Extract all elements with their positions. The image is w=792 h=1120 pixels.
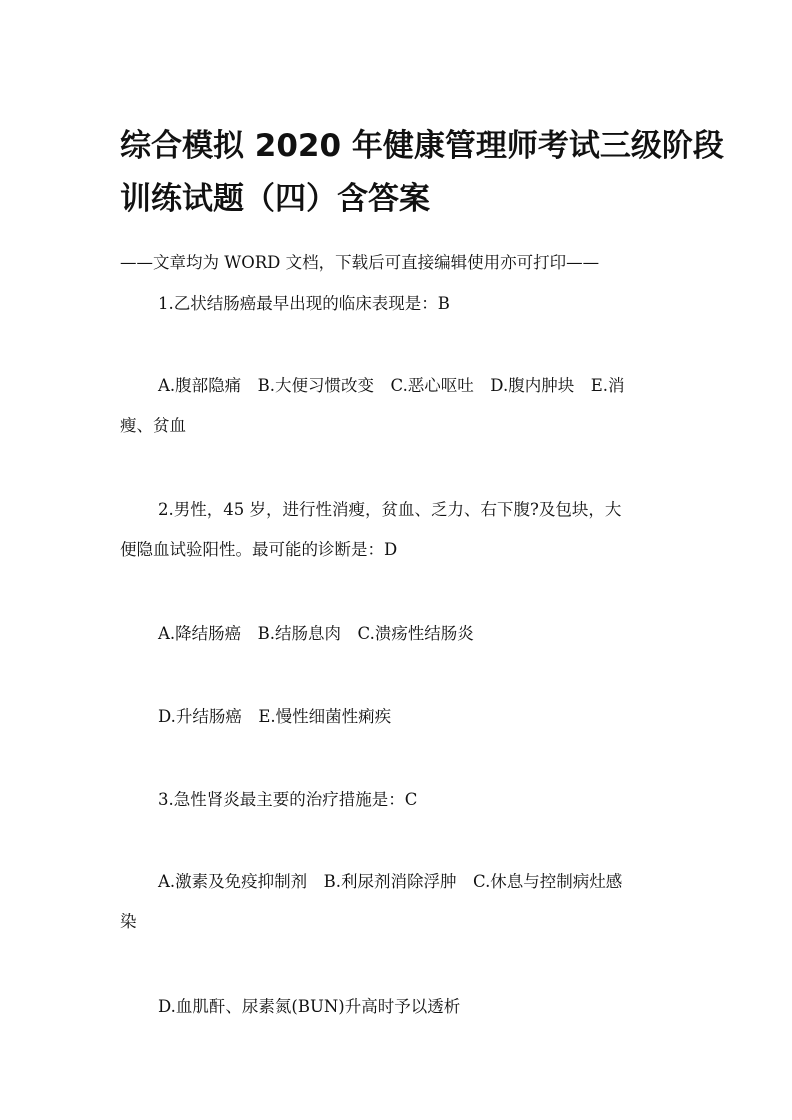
question-2-options-2 <box>120 697 672 737</box>
question-2-stem <box>120 490 672 570</box>
question-3-options <box>120 862 672 942</box>
question-1-options <box>120 366 672 446</box>
page-title <box>120 120 724 226</box>
question-3-options-line-1: A.激素及免疫抑制剂 B.利尿剂消除浮肿 C.休息与控制病灶感 <box>158 872 623 891</box>
question-3-stem <box>120 780 672 820</box>
question-2-options-1 <box>120 614 672 654</box>
question-3-options-d <box>120 987 672 1027</box>
question-2-stem-line-1: 2.男性，45 岁，进行性消瘦，贫血、乏力、右下腹?及包块，大 <box>158 500 622 519</box>
title-line-2: 训练试题（四）含答案 <box>120 181 430 217</box>
question-3-stem-text: 3.急性肾炎最主要的治疗措施是：C <box>158 790 418 809</box>
question-1-options-line-1: A.腹部隐痛 B.大便习惯改变 C.恶心呕吐 D.腹内肿块 E.消 <box>158 376 625 395</box>
subtitle-note: ——文章均为 WORD 文档，下载后可直接编辑使用亦可打印—— <box>120 253 600 272</box>
question-2-options-line-1: A.降结肠癌 B.结肠息肉 C.溃疡性结肠炎 <box>158 624 474 643</box>
question-2-options-line-2: D.升结肠癌 E.慢性细菌性痢疾 <box>158 707 392 726</box>
question-2-stem-line-2: 便隐血试验阳性。最可能的诊断是：D <box>120 540 398 559</box>
question-1-stem <box>120 284 672 324</box>
question-3-options-line-3: D.血肌酐、尿素氮(BUN)升高时予以透析 <box>158 997 461 1016</box>
question-1-stem-text: 1.乙状结肠癌最早出现的临床表现是：B <box>158 294 450 313</box>
title-line-1: 综合模拟 2020 年健康管理师考试三级阶段 <box>120 128 724 164</box>
question-3-options-line-2: 染 <box>120 912 137 931</box>
question-1-options-line-2: 瘦、贫血 <box>120 416 186 435</box>
